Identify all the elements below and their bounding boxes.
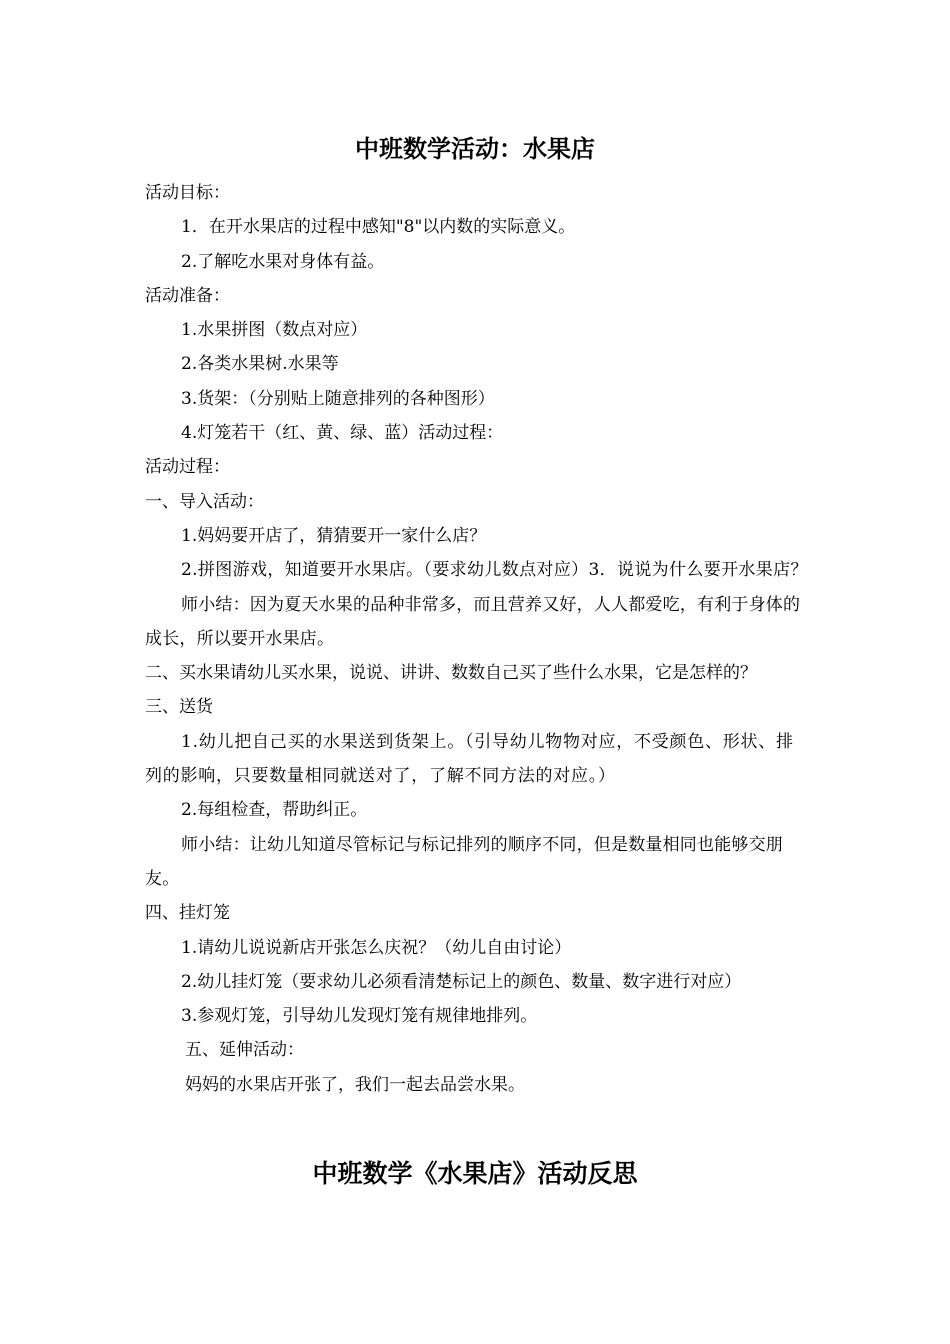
objective-item-1: 1．在开水果店的过程中感知"8"以内数的实际意义。 [181,217,576,238]
preparation-item-1: 1.水果拼图（数点对应） [181,320,368,341]
section1-summary: 师小结：因为夏天水果的品种非常多，而且营养又好，人人都爱吃，有利于身体的成长，所以要开水果店。 [145,594,801,649]
section1-item-2: 2.拼图游戏，知道要开水果店。（要求幼儿数点对应）3．说说为什么要开水果店？ [181,560,808,581]
section3-item-1: 1.幼儿把自己买的水果送到货架上。（引导幼儿物物对应，不受颜色、形状、排列的影响，只要数量相同就送对了，了解不同方法的对应。） [145,731,794,787]
preparation-item-4: 4.灯笼若干（红、黄、绿、蓝）活动过程： [181,423,504,444]
section3-summary: 师小结：让幼儿知道尽管标记与标记排列的顺序不同，但是数量相同也能够交朋友。 [145,834,783,889]
section5-text: 妈妈的水果店开张了，我们一起去品尝水果。 [185,1074,525,1095]
document-body [145,176,810,1102]
section4-item-1: 1.请幼儿说说新店开张怎么庆祝？（幼儿自由讨论） [181,937,572,958]
section2-paragraph: 二、买水果请幼儿买水果，说说、讲讲、数数自己买了些什么水果，它是怎样的？ [145,663,757,684]
preparation-item-2: 2.各类水果树.水果等 [181,354,339,375]
preparation-item-3: 3.货架：（分别贴上随意排列的各种图形） [181,388,495,409]
section1-item-1: 1.妈妈要开店了，猜猜要开一家什么店？ [181,525,487,546]
section4-item-3: 3.参观灯笼，引导幼儿发现灯笼有规律地排列。 [181,1006,538,1027]
section4-heading: 四、挂灯笼 [145,903,230,924]
process-heading: 活动过程： [145,457,230,478]
document-title: 中班数学活动：水果店 [355,135,595,163]
section3-heading: 三、送货 [145,697,213,718]
objectives-heading: 活动目标： [145,183,230,203]
section4-item-2: 2.幼儿挂灯笼（要求幼儿必须看清楚标记上的颜色、数量、数字进行对应） [181,971,742,992]
section3-item-2: 2.每组检查，帮助纠正。 [181,800,368,821]
preparation-heading: 活动准备： [145,285,230,306]
objective-item-2: 2.了解吃水果对身体有益。 [181,251,385,272]
section1-heading: 一、导入活动： [145,491,264,512]
reflection-title: 中班数学《水果店》活动反思 [312,1159,638,1188]
section5-heading: 五、延伸活动： [185,1040,304,1061]
